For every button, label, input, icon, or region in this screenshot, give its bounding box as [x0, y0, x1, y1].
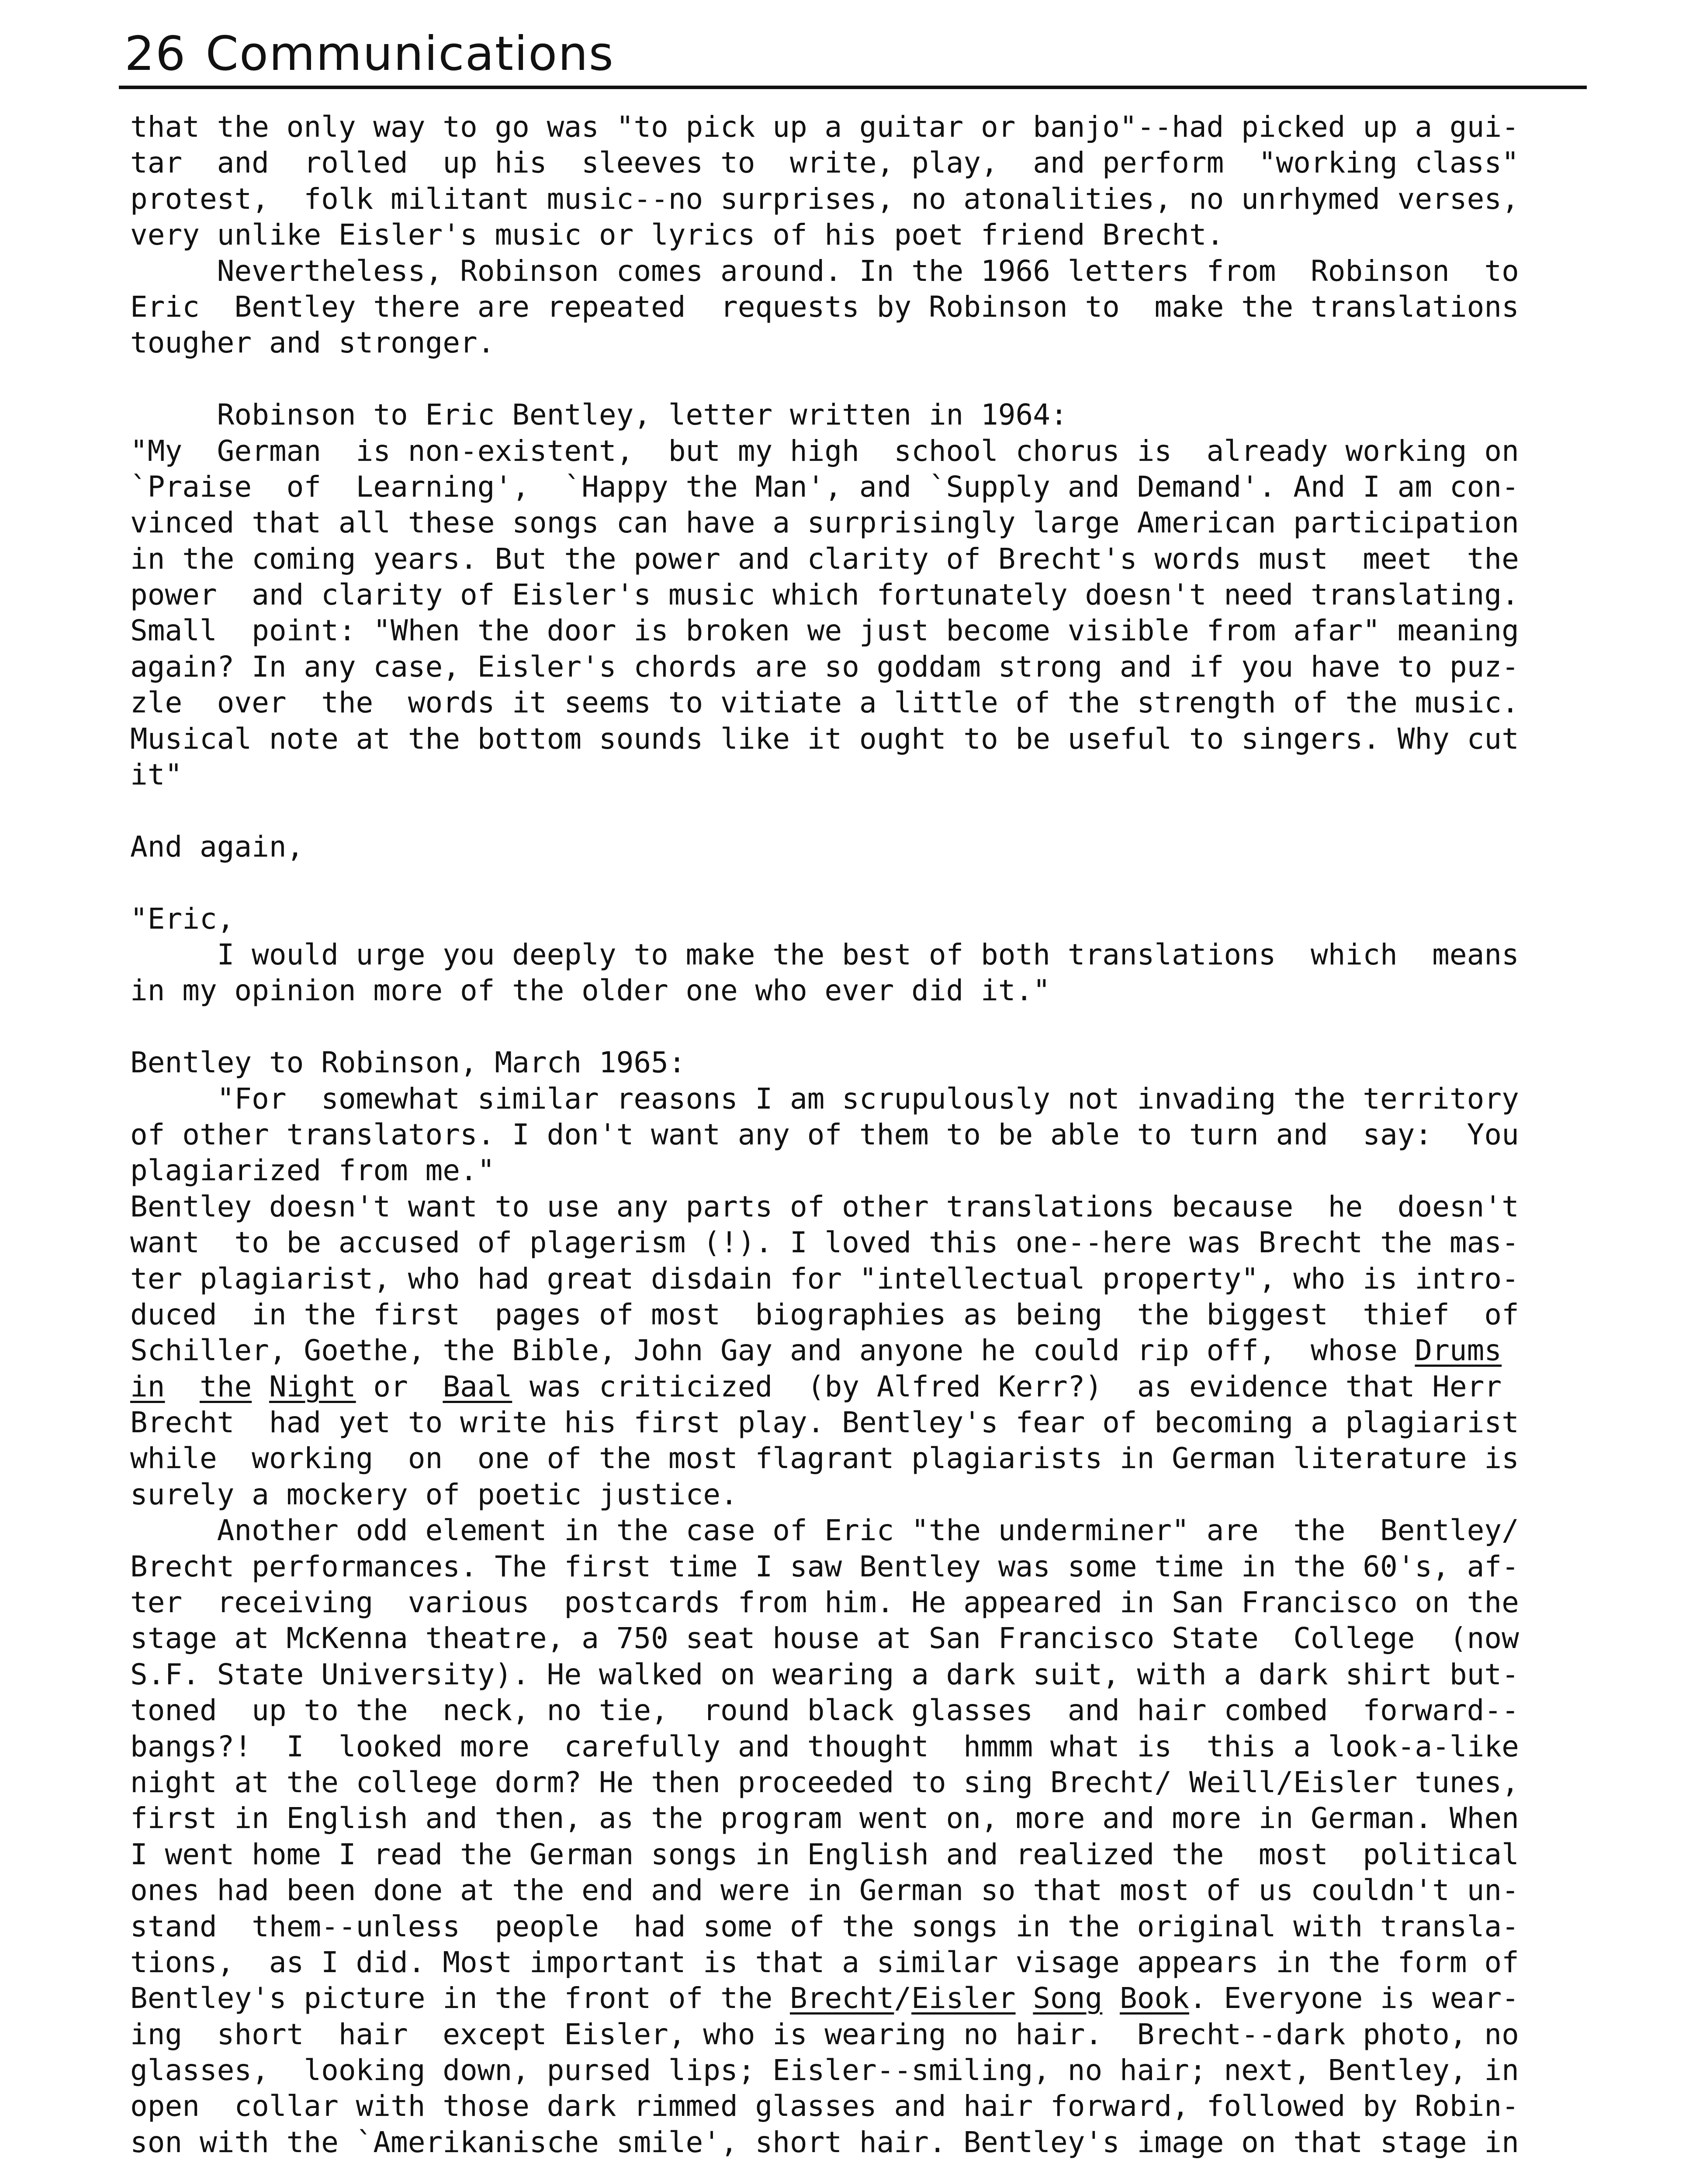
text-line: [130, 325, 1568, 361]
text-segment: S.F. State University). He walked on wearing a dark suit, with a dark shirt but-: [130, 1657, 1519, 1691]
text-line: [130, 1261, 1568, 1297]
text-line: [130, 937, 1568, 973]
text-line: [130, 757, 1568, 793]
text-line: [130, 2125, 1568, 2160]
text-segment: that the only way to go was "to pick up a guitar or banjo"--had picked up a gui-: [130, 110, 1519, 144]
text-line: [130, 253, 1568, 289]
text-line: [130, 469, 1568, 505]
text-line: [130, 541, 1568, 577]
blank-line: [130, 361, 1568, 397]
text-segment: it": [130, 758, 183, 792]
text-segment: in my opinion more of the older one who ever did it.": [130, 974, 1050, 1008]
text-segment: Another odd element in the case of Eric "the underminer" are the Bentley/: [130, 1514, 1519, 1548]
text-segment: glasses, looking down, pursed lips; Eisler--smiling, no hair; next, Bentley, in: [130, 2053, 1519, 2087]
text-segment: protest, folk militant music--no surprises, no atonalities, no unrhymed verses,: [130, 182, 1519, 216]
text-line: [130, 109, 1568, 145]
text-segment: `Praise of Learning', `Happy the Man', and `Supply and Demand'. And I am con-: [130, 470, 1519, 504]
text-segment: Robinson to Eric Bentley, letter written in 1964:: [130, 398, 1068, 432]
text-segment: was criticized (by Alfred Kerr?) as evidence that Herr: [512, 1369, 1502, 1403]
text-line: [130, 1153, 1568, 1189]
body-text: [130, 109, 1568, 2160]
text-segment: tions, as I did. Most important is that a similar visage appears in the form of: [130, 1945, 1519, 1979]
page-number: 26: [125, 27, 187, 81]
text-segment: I went home I read the German songs in English and realized the most political: [130, 1837, 1519, 1871]
text-segment: Eric Bentley there are repeated requests by Robinson to make the translations: [130, 290, 1519, 324]
text-line: [130, 829, 1568, 865]
text-segment: in the coming years. But the power and clarity of Brecht's words must meet the: [130, 542, 1519, 576]
text-line: [130, 217, 1568, 253]
text-segment: Bentley doesn't want to use any parts of other translations because he doesn't: [130, 1189, 1519, 1223]
text-line: [130, 1225, 1568, 1261]
text-line: [130, 397, 1568, 433]
text-segment: stage at McKenna theatre, a 750 seat house at San Francisco State College (now: [130, 1621, 1519, 1655]
text-line: [130, 901, 1568, 937]
underlined-title-segment: Baal: [443, 1369, 512, 1403]
underlined-title-segment: Book: [1120, 1981, 1189, 2015]
text-line: [130, 1045, 1568, 1081]
text-segment: "For somewhat similar reasons I am scrupulously not invading the territory: [130, 1082, 1519, 1116]
text-line: [130, 2088, 1568, 2124]
text-segment: [165, 1370, 199, 1403]
text-segment: night at the college dorm? He then proceeded to sing Brecht/ Weill/Eisler tunes,: [130, 1765, 1519, 1799]
text-segment: vinced that all these songs can have a surprisingly large American participation: [130, 506, 1519, 540]
text-line: [130, 1081, 1568, 1117]
text-segment: surely a mockery of poetic justice.: [130, 1477, 738, 1511]
text-segment: I would urge you deeply to make the best of both translations which means: [130, 937, 1519, 971]
text-line: [130, 2053, 1568, 2088]
underlined-title-segment: Eisler: [911, 1981, 1016, 2015]
underlined-title-segment: Drums: [1415, 1334, 1502, 1368]
text-line: [130, 1477, 1568, 1513]
text-line: [130, 1621, 1568, 1656]
text-line: [130, 1873, 1568, 1908]
text-line: [130, 973, 1568, 1009]
text-line: [130, 1693, 1568, 1728]
text-segment: power and clarity of Eisler's music which fortunately doesn't need translating.: [130, 578, 1519, 612]
blank-line: [130, 865, 1568, 901]
text-line: [130, 1513, 1568, 1548]
text-segment: "My German is non-existent, but my high school chorus is already working on: [130, 434, 1519, 468]
text-segment: toned up to the neck, no tie, round black glasses and hair combed forward--: [130, 1693, 1519, 1728]
text-segment: Brecht performances. The first time I saw Bentley was some time in the 60's, af-: [130, 1549, 1519, 1583]
header-rule: [119, 86, 1587, 89]
text-line: [130, 1729, 1568, 1765]
text-line: [130, 1117, 1568, 1153]
text-line: [130, 1585, 1568, 1621]
text-segment: bangs?! I looked more carefully and thought hmmm what is this a look-a-like: [130, 1729, 1519, 1763]
text-segment: ter plagiarist, who had great disdain for "intellectual property", who is intro-: [130, 1261, 1519, 1296]
text-segment: or: [356, 1369, 443, 1403]
underlined-title-segment: the: [199, 1369, 252, 1403]
text-segment: very unlike Eisler's music or lyrics of his poet friend Brecht.: [130, 218, 1224, 252]
text-segment: Bentley to Robinson, March 1965:: [130, 1046, 686, 1080]
text-segment: tougher and stronger.: [130, 326, 495, 360]
text-segment: ing short hair except Eisler, who is wearing no hair. Brecht--dark photo, no: [130, 2017, 1519, 2051]
text-line: [130, 181, 1568, 217]
text-line: [130, 1297, 1568, 1333]
text-line: [130, 613, 1568, 649]
text-line: [130, 1657, 1568, 1693]
text-segment: while working on one of the most flagrant plagiarists in German literature is: [130, 1441, 1519, 1476]
text-line: [130, 1765, 1568, 1800]
text-segment: Schiller, Goethe, the Bible, John Gay and anyone he could rip off, whose: [130, 1334, 1415, 1368]
text-line: [130, 721, 1568, 757]
text-segment: want to be accused of plagerism (!). I loved this one--here was Brecht the mas-: [130, 1226, 1519, 1260]
underlined-title-segment: Night: [269, 1369, 356, 1403]
text-segment: [252, 1370, 269, 1403]
blank-line: [130, 1009, 1568, 1045]
blank-line: [130, 793, 1568, 829]
text-line: [130, 433, 1568, 469]
underlined-title-segment: Song: [1033, 1981, 1103, 2015]
text-line: [130, 1333, 1568, 1368]
text-segment: zle over the words it seems to vitiate a little of the strength of the music.: [130, 686, 1519, 720]
underlined-title-segment: in: [130, 1369, 165, 1403]
text-line: [130, 1837, 1568, 1873]
text-segment: plagiarized from me.": [130, 1154, 495, 1188]
text-line: [130, 1945, 1568, 1980]
text-segment: son with the `Amerikanische smile', short hair. Bentley's image on that stage in: [130, 2125, 1519, 2159]
text-segment: And again,: [130, 829, 304, 864]
text-line: [130, 1980, 1568, 2016]
text-segment: Nevertheless, Robinson comes around. In the 1966 letters from Robinson to: [130, 254, 1519, 288]
text-line: [130, 289, 1568, 325]
text-line: [130, 145, 1568, 181]
text-segment: [1102, 1981, 1120, 2015]
text-line: [130, 2017, 1568, 2053]
text-segment: duced in the first pages of most biographies as being the biggest thief of: [130, 1297, 1519, 1331]
section-title: Communications: [205, 27, 614, 81]
text-segment: Small point: "When the door is broken we just become visible from afar" meaning: [130, 614, 1519, 648]
underlined-title-segment: Brecht: [789, 1981, 894, 2015]
text-line: [130, 1189, 1568, 1225]
text-segment: Bentley's picture in the front of the: [130, 1981, 790, 2015]
text-line: [130, 1441, 1568, 1476]
text-line: [130, 1909, 1568, 1945]
text-segment: again? In any case, Eisler's chords are so goddam strong and if you have to puz-: [130, 650, 1519, 684]
text-segment: of other translators. I don't want any of them to be able to turn and say: You: [130, 1117, 1519, 1151]
text-line: [130, 1369, 1568, 1405]
text-segment: first in English and then, as the program went on, more and more in German. When: [130, 1801, 1519, 1835]
text-segment: ter receiving various postcards from him. He appeared in San Francisco on the: [130, 1586, 1519, 1620]
text-line: [130, 505, 1568, 541]
text-line: [130, 1800, 1568, 1836]
text-segment: open collar with those dark rimmed glasses and hair forward, followed by Robin-: [130, 2089, 1519, 2123]
text-segment: /: [894, 1981, 912, 2015]
text-segment: . Everyone is wear-: [1189, 1981, 1519, 2015]
text-line: [130, 1405, 1568, 1441]
text-line: [130, 685, 1568, 721]
text-segment: ones had been done at the end and were in German so that most of us couldn't un-: [130, 1873, 1519, 1908]
text-line: [130, 1549, 1568, 1585]
text-line: [130, 577, 1568, 613]
text-segment: Musical note at the bottom sounds like it ought to be useful to singers. Why cut: [130, 722, 1519, 756]
text-segment: Brecht had yet to write his first play. Bentley's fear of becoming a plagiarist: [130, 1406, 1519, 1440]
text-segment: "Eric,: [130, 902, 235, 936]
text-segment: tar and rolled up his sleeves to write, play, and perform "working class": [130, 146, 1519, 180]
page-header: [125, 25, 614, 83]
text-segment: stand them--unless people had some of the songs in the original with transla-: [130, 1909, 1519, 1943]
text-segment: [1016, 1981, 1033, 2015]
text-line: [130, 649, 1568, 685]
